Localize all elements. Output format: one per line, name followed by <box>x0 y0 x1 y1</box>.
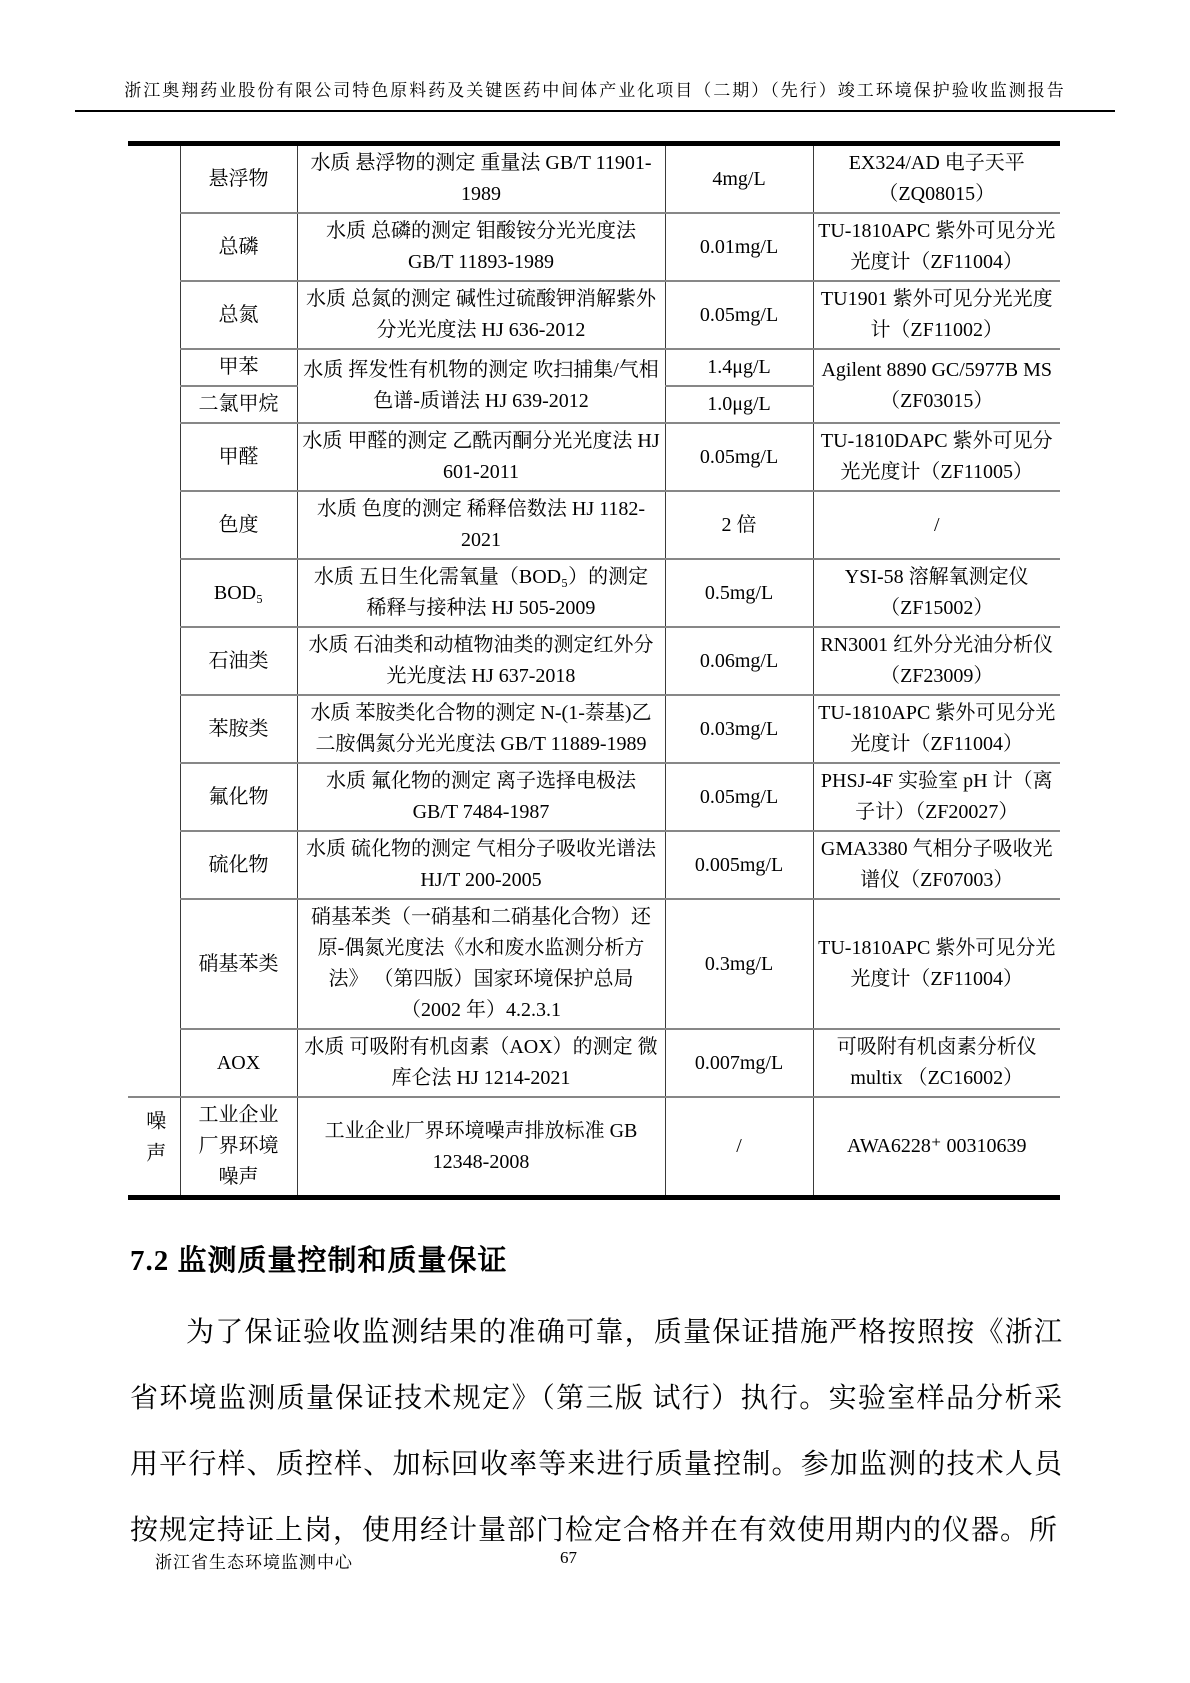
limit-cell: 2 倍 <box>665 491 813 559</box>
table-row <box>128 627 1060 695</box>
instrument-cell: TU-1810APC 紫外可见分光光度计（ZF11004） <box>813 695 1060 763</box>
category-cell-water <box>128 144 180 1098</box>
limit-cell: 0.06mg/L <box>665 627 813 695</box>
footer-organization: 浙江省生态环境监测中心 <box>155 1553 353 1572</box>
limit-cell: 1.0μg/L <box>665 386 813 423</box>
limit-cell: 1.4μg/L <box>665 349 813 386</box>
limit-cell: 0.007mg/L <box>665 1029 813 1097</box>
limit-cell: 0.005mg/L <box>665 831 813 899</box>
table-row <box>128 559 1060 627</box>
pollutant-cell: 悬浮物 <box>180 144 297 214</box>
instrument-cell: AWA6228⁺ 00310639 <box>813 1097 1060 1198</box>
method-cell: 水质 石油类和动植物油类的测定红外分光光度法 HJ 637-2018 <box>297 627 665 695</box>
method-table-body <box>128 144 1060 1198</box>
table-row <box>128 349 1060 386</box>
table-row-noise <box>128 1097 1060 1198</box>
method-cell: 水质 总氮的测定 碱性过硫酸钾消解紫外分光光度法 HJ 636-2012 <box>297 281 665 349</box>
pollutant-cell: 硫化物 <box>180 831 297 899</box>
category-cell-noise <box>128 1097 180 1198</box>
table-row <box>128 491 1060 559</box>
pollutant-cell: 色度 <box>180 491 297 559</box>
table-row <box>128 695 1060 763</box>
table-row <box>128 423 1060 491</box>
category-noise-text: 噪声 <box>142 1109 165 1174</box>
footer-page-number: 67 <box>560 1548 577 1567</box>
pollutant-cell: 总氮 <box>180 281 297 349</box>
pollutant-cell: 总磷 <box>180 213 297 281</box>
method-cell: 水质 可吸附有机卤素（AOX）的测定 微库仑法 HJ 1214-2021 <box>297 1029 665 1097</box>
instrument-cell: YSI-58 溶解氧测定仪（ZF15002） <box>813 559 1060 627</box>
pollutant-cell: 甲苯 <box>180 349 297 386</box>
instrument-cell: GMA3380 气相分子吸收光谱仪（ZF07003） <box>813 831 1060 899</box>
table-row <box>128 144 1060 214</box>
page-header-title: 浙江奥翔药业股份有限公司特色原料药及关键医药中间体产业化项目（二期）（先行）竣工环境保护验收监测报告 <box>75 80 1115 112</box>
pollutant-cell: 苯胺类 <box>180 695 297 763</box>
table-row <box>128 763 1060 831</box>
pollutant-cell <box>180 1097 297 1198</box>
method-cell: 水质 甲醛的测定 乙酰丙酮分光光度法 HJ 601-2011 <box>297 423 665 491</box>
pollutant-cell-text: 工业企业厂界环境噪声 <box>198 1104 279 1188</box>
pollutant-cell: BOD₅ <box>180 559 297 627</box>
instrument-cell: TU1901 紫外可见分光光度计（ZF11002） <box>813 281 1060 349</box>
method-cell: 水质 总磷的测定 钼酸铵分光光度法 GB/T 11893-1989 <box>297 213 665 281</box>
instrument-cell: TU-1810APC 紫外可见分光光度计（ZF11004） <box>813 213 1060 281</box>
pollutant-cell: 硝基苯类 <box>180 899 297 1029</box>
instrument-cell: TU-1810APC 紫外可见分光光度计（ZF11004） <box>813 899 1060 1029</box>
limit-cell: 0.3mg/L <box>665 899 813 1029</box>
method-cell: 水质 色度的测定 稀释倍数法 HJ 1182-2021 <box>297 491 665 559</box>
table-row <box>128 281 1060 349</box>
limit-cell: 0.01mg/L <box>665 213 813 281</box>
limit-cell: 0.03mg/L <box>665 695 813 763</box>
method-cell: 硝基苯类（一硝基和二硝基化合物）还原-偶氮光度法《水和废水监测分析方法》 （第四版）国家环境保护总局（2002 年）4.2.3.1 <box>297 899 665 1029</box>
body-paragraph: 为了保证验收监测结果的准确可靠，质量保证措施严格按照按《浙江省环境监测质量保证技术规定》（第三版 试行）执行。实验室样品分析采用平行样、质控样、加标回收率等来进行质量控制。参加监测的技术人员按规定持证上岗，使用经计量部门检定合格并在有效使用期内的仪器。所 <box>130 1317 1063 1546</box>
instrument-cell: PHSJ-4F 实验室 pH 计（离子计）（ZF20027） <box>813 763 1060 831</box>
instrument-cell: / <box>813 491 1060 559</box>
limit-cell: / <box>665 1097 813 1198</box>
table-row <box>128 831 1060 899</box>
method-cell: 水质 悬浮物的测定 重量法 GB/T 11901-1989 <box>297 144 665 214</box>
pollutant-cell: 甲醛 <box>180 423 297 491</box>
limit-cell: 0.5mg/L <box>665 559 813 627</box>
limit-cell: 0.05mg/L <box>665 423 813 491</box>
method-cell: 工业企业厂界环境噪声排放标准 GB 12348-2008 <box>297 1097 665 1198</box>
table-row <box>128 899 1060 1029</box>
pollutant-cell: 氟化物 <box>180 763 297 831</box>
table-row <box>128 1029 1060 1097</box>
instrument-cell: 可吸附有机卤素分析仪 multix （ZC16002） <box>813 1029 1060 1097</box>
pollutant-cell: 石油类 <box>180 627 297 695</box>
limit-cell: 0.05mg/L <box>665 763 813 831</box>
pollutant-cell: 二氯甲烷 <box>180 386 297 423</box>
limit-cell: 0.05mg/L <box>665 281 813 349</box>
method-cell: 水质 五日生化需氧量（BOD₅）的测定 稀释与接种法 HJ 505-2009 <box>297 559 665 627</box>
section-heading: 7.2 监测质量控制和质量保证 <box>130 1245 508 1277</box>
monitoring-method-table <box>128 141 1060 1200</box>
instrument-cell: RN3001 红外分光油分析仪（ZF23009） <box>813 627 1060 695</box>
method-cell: 水质 硫化物的测定 气相分子吸收光谱法 HJ/T 200-2005 <box>297 831 665 899</box>
instrument-cell: Agilent 8890 GC/5977B MS（ZF03015） <box>813 349 1060 423</box>
limit-cell: 4mg/L <box>665 144 813 214</box>
table-row <box>128 213 1060 281</box>
instrument-cell: TU-1810DAPC 紫外可见分光光度计（ZF11005） <box>813 423 1060 491</box>
method-cell: 水质 苯胺类化合物的测定 N-(1-萘基)乙二胺偶氮分光光度法 GB/T 11889-1989 <box>297 695 665 763</box>
method-cell: 水质 挥发性有机物的测定 吹扫捕集/气相色谱-质谱法 HJ 639-2012 <box>297 349 665 423</box>
pollutant-cell: AOX <box>180 1029 297 1097</box>
instrument-cell: EX324/AD 电子天平（ZQ08015） <box>813 144 1060 214</box>
method-cell: 水质 氟化物的测定 离子选择电极法 GB/T 7484-1987 <box>297 763 665 831</box>
